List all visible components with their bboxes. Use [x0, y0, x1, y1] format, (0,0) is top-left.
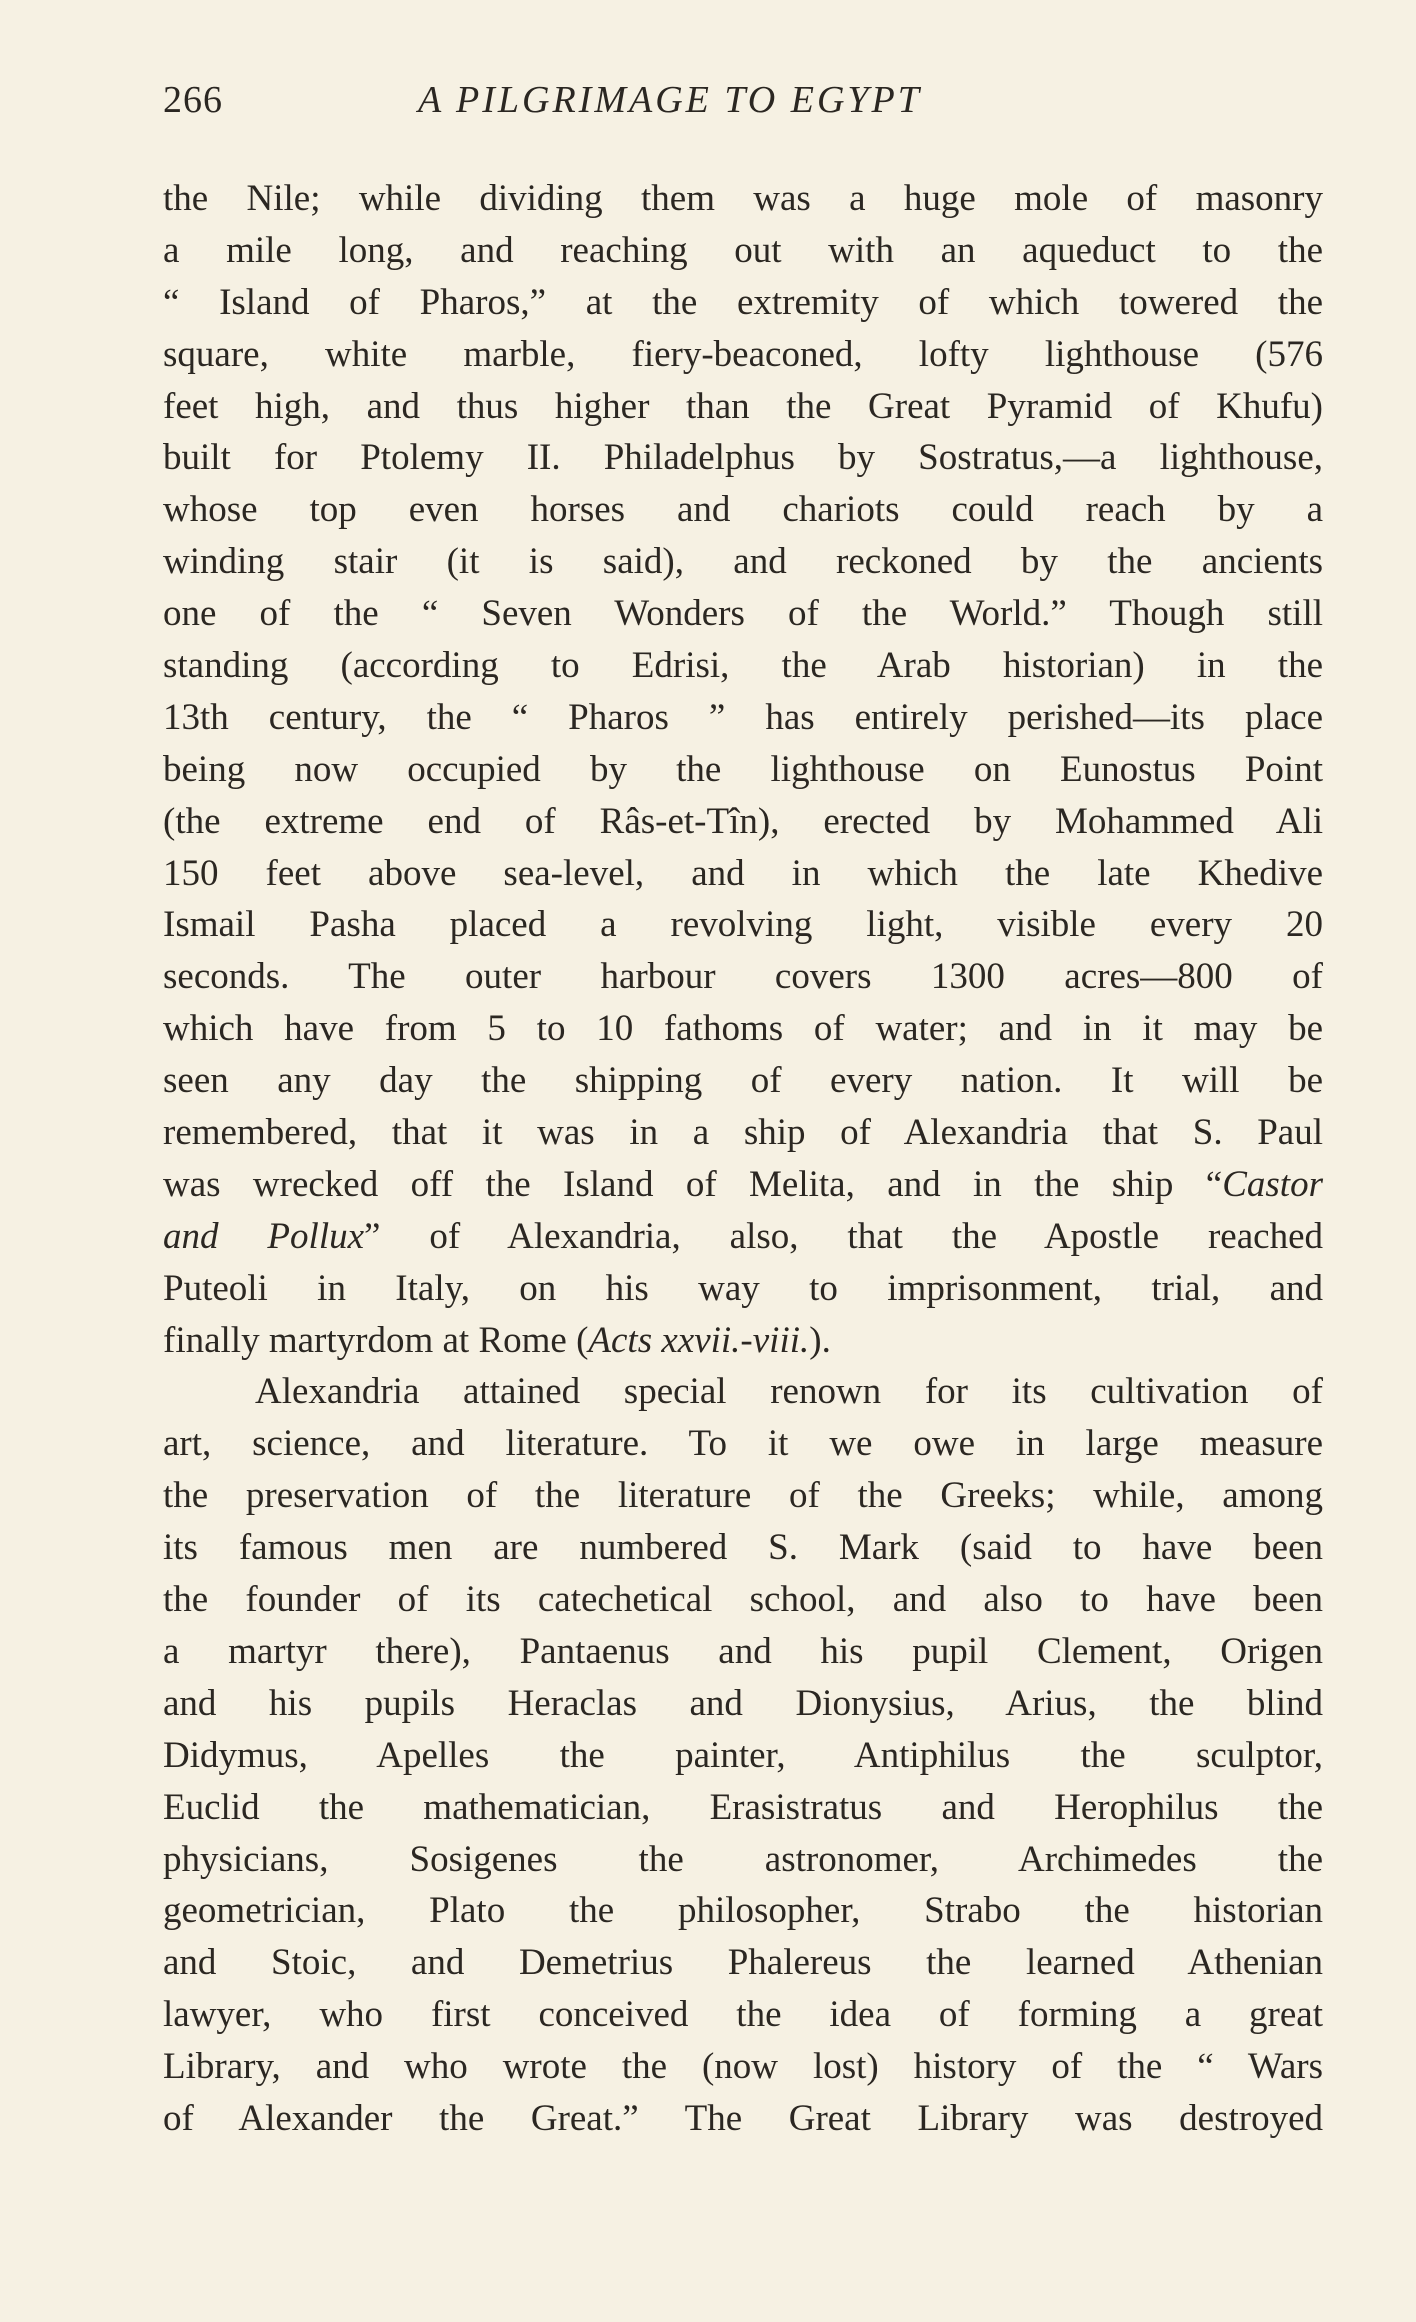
text-line: feet high, and thus higher than the Great Pyramid of Khufu): [163, 385, 1323, 427]
text-line: (the extreme end of Râs-et-Tîn), erected by Mohammed Ali: [163, 800, 1323, 842]
text-line: the preservation of the literature of the Greeks; while, among: [163, 1475, 1323, 1517]
paragraph-first-line: Alexandria attained special renown for its cultivation of: [255, 1371, 1323, 1413]
text-line: lawyer, who first conceived the idea of forming a great: [163, 1994, 1323, 2036]
text-line: square, white marble, fiery-beaconed, lofty lighthouse (576: [163, 333, 1323, 375]
text-line: standing (according to Edrisi, the Arab historian) in the: [163, 645, 1323, 687]
text-line: Ismail Pasha placed a revolving light, visible every 20: [163, 904, 1323, 946]
text-line: seen any day the shipping of every nation. It will be: [163, 1060, 1323, 1102]
text-line: being now occupied by the lighthouse on Eunostus Point: [163, 748, 1323, 790]
text-line: its famous men are numbered S. Mark (said to have been: [163, 1527, 1323, 1569]
text-line: a mile long, and reaching out with an aqueduct to the: [163, 229, 1323, 271]
text-line: [163, 1159, 1323, 1211]
text-line: “ Island of Pharos,” at the extremity of which towered the: [163, 281, 1323, 323]
text-line: art, science, and literature. To it we owe in large measure: [163, 1423, 1323, 1465]
text-segment: ).: [809, 1319, 831, 1361]
ship-name-italic: Castor: [1222, 1163, 1323, 1205]
text-segment: finally martyrdom at Rome (: [163, 1319, 589, 1361]
text-line: physicians, Sosigenes the astronomer, Archimedes the: [163, 1838, 1323, 1880]
text-line: 13th century, the “ Pharos ” has entirely perished—its place: [163, 696, 1323, 738]
text-line: Didymus, Apelles the painter, Antiphilus the sculptor,: [163, 1734, 1323, 1776]
page-header: [163, 78, 1325, 138]
text-line: Euclid the mathematician, Erasistratus and Herophilus the: [163, 1786, 1323, 1828]
text-line: which have from 5 to 10 fathoms of water; and in it may be: [163, 1008, 1323, 1050]
text-segment: ” of Alexandria, also, that the Apostle reached: [364, 1215, 1323, 1257]
text-line: Library, and who wrote the (now lost) history of the “ Wars: [163, 2046, 1323, 2088]
text-line: remembered, that it was in a ship of Alexandria that S. Paul: [163, 1112, 1323, 1154]
text-line: built for Ptolemy II. Philadelphus by Sostratus,—a lighthouse,: [163, 437, 1323, 479]
text-segment: was wrecked off the Island of Melita, and in the ship “: [163, 1163, 1223, 1205]
text-line: a martyr there), Pantaenus and his pupil Clement, Origen: [163, 1630, 1323, 1672]
text-line: the founder of its catechetical school, and also to have been: [163, 1579, 1323, 1621]
text-line: whose top even horses and chariots could reach by a: [163, 489, 1323, 531]
text-line: and his pupils Heraclas and Dionysius, Arius, the blind: [163, 1682, 1323, 1724]
text-line: [163, 1211, 1323, 1263]
text-line: Puteoli in Italy, on his way to imprisonment, trial, and: [163, 1267, 1323, 1309]
page-number: 266: [163, 79, 223, 121]
text-line: of Alexander the Great.” The Great Library was destroyed: [163, 2097, 1323, 2139]
text-line: winding stair (it is said), and reckoned by the ancients: [163, 541, 1323, 583]
running-title: A PILGRIMAGE TO EGYPT: [418, 79, 922, 121]
text-line: seconds. The outer harbour covers 1300 acres—800 of: [163, 956, 1323, 998]
text-line: one of the “ Seven Wonders of the World.” Though still: [163, 593, 1323, 635]
text-line: [163, 1315, 1323, 1367]
ship-name-italic: and Pollux: [163, 1215, 365, 1257]
text-line: and Stoic, and Demetrius Phalereus the learned Athenian: [163, 1942, 1323, 1984]
scripture-reference-italic: Acts xxvii.-viii.: [588, 1319, 810, 1361]
text-line: the Nile; while dividing them was a huge mole of masonry: [163, 178, 1323, 219]
text-line: geometrician, Plato the philosopher, Strabo the historian: [163, 1890, 1323, 1932]
text-line: 150 feet above sea-level, and in which the late Khedive: [163, 852, 1323, 894]
body-text: [163, 173, 1323, 2145]
